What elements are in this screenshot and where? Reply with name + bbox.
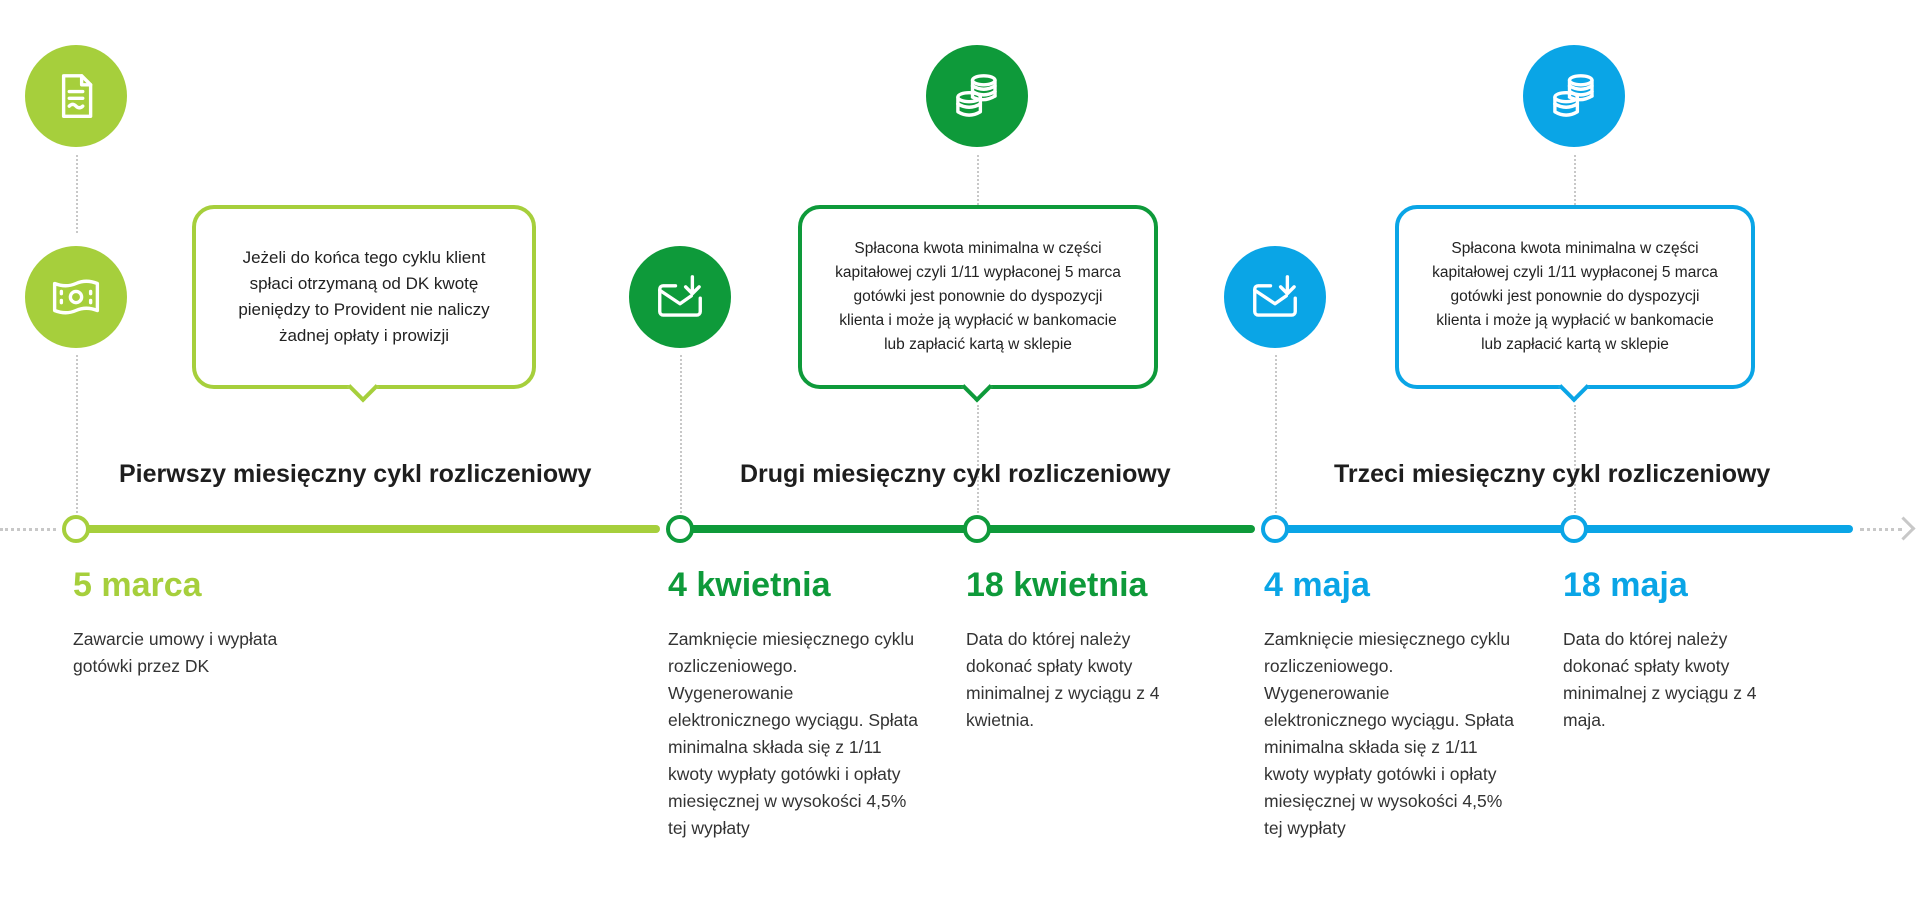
- timeline-node: [1560, 515, 1588, 543]
- event-description: Zamknięcie miesięcznego cyklu rozliczeniowego. Wygenerowanie elektronicznego wyciągu. Spłata minimalna składa się z 1/11 kwoty wypłaty gotówki i opłaty miesięcznej w wysokości 4,5% tej wypłaty: [1264, 629, 1515, 838]
- event-date: 5 marca: [73, 566, 202, 604]
- cycle-title-first: Pierwszy miesięczny cykl rozliczeniowy: [119, 460, 592, 488]
- timeline-segment-first: [76, 525, 660, 533]
- connector-line: [977, 405, 979, 513]
- event-date: 18 kwietnia: [966, 566, 1148, 604]
- event-date: 18 maja: [1563, 566, 1688, 604]
- cycle-title-third: Trzeci miesięczny cykl rozliczeniowy: [1334, 460, 1771, 488]
- event-description: Data do której należy dokonać spłaty kwoty minimalnej z wyciągu z 4 kwietnia.: [966, 629, 1160, 730]
- arrow-right-icon: [1891, 516, 1915, 540]
- connector-line: [76, 155, 78, 233]
- connector-line: [1275, 355, 1277, 513]
- info-bubble-third-cycle: [1395, 205, 1755, 389]
- info-bubble-text: Spłacona kwota minimalna w części kapitałowej czyli 1/11 wypłaconej 5 marca gotówki jest ponownie do dyspozycji klienta i może ją wypłacić w bankomacie lub zapłacić kartą w sklepie: [1432, 240, 1718, 353]
- banknote-icon: [25, 246, 127, 348]
- timeline-node: [62, 515, 90, 543]
- connector-line: [1574, 155, 1576, 205]
- info-bubble-text: Spłacona kwota minimalna w części kapitałowej czyli 1/11 wypłaconej 5 marca gotówki jest ponownie do dyspozycji klienta i może ją wypłacić w bankomacie lub zapłacić kartą w sklepie: [835, 240, 1121, 353]
- event-description: Data do której należy dokonać spłaty kwoty minimalnej z wyciągu z 4 maja.: [1563, 629, 1757, 730]
- info-bubble-first-cycle: [192, 205, 536, 389]
- info-bubble-second-cycle: [798, 205, 1158, 389]
- document-icon: [25, 45, 127, 147]
- timeline-start-dots: [0, 528, 56, 531]
- coins-icon: [926, 45, 1028, 147]
- connector-line: [76, 355, 78, 513]
- coins-icon: [1523, 45, 1625, 147]
- connector-line: [680, 355, 682, 513]
- connector-line: [977, 155, 979, 205]
- info-bubble-text: Jeżeli do końca tego cyklu klient spłaci otrzymaną od DK kwotę pieniędzy to Provident nie naliczy żadnej opłaty i prowizji: [238, 248, 490, 345]
- mail-download-icon: [1224, 246, 1326, 348]
- timeline-node: [963, 515, 991, 543]
- timeline-node: [666, 515, 694, 543]
- mail-download-icon: [629, 246, 731, 348]
- event-date: 4 kwietnia: [668, 566, 831, 604]
- cycle-title-second: Drugi miesięczny cykl rozliczeniowy: [740, 460, 1171, 488]
- event-date: 4 maja: [1264, 566, 1370, 604]
- event-description: Zamknięcie miesięcznego cyklu rozliczeniowego. Wygenerowanie elektronicznego wyciągu. Spłata minimalna składa się z 1/11 kwoty wypłaty gotówki i opłaty miesięcznej w wysokości 4,5% tej wypłaty: [668, 629, 919, 838]
- event-description: Zawarcie umowy i wypłata gotówki przez DK: [73, 629, 278, 676]
- connector-line: [1574, 405, 1576, 513]
- timeline-node: [1261, 515, 1289, 543]
